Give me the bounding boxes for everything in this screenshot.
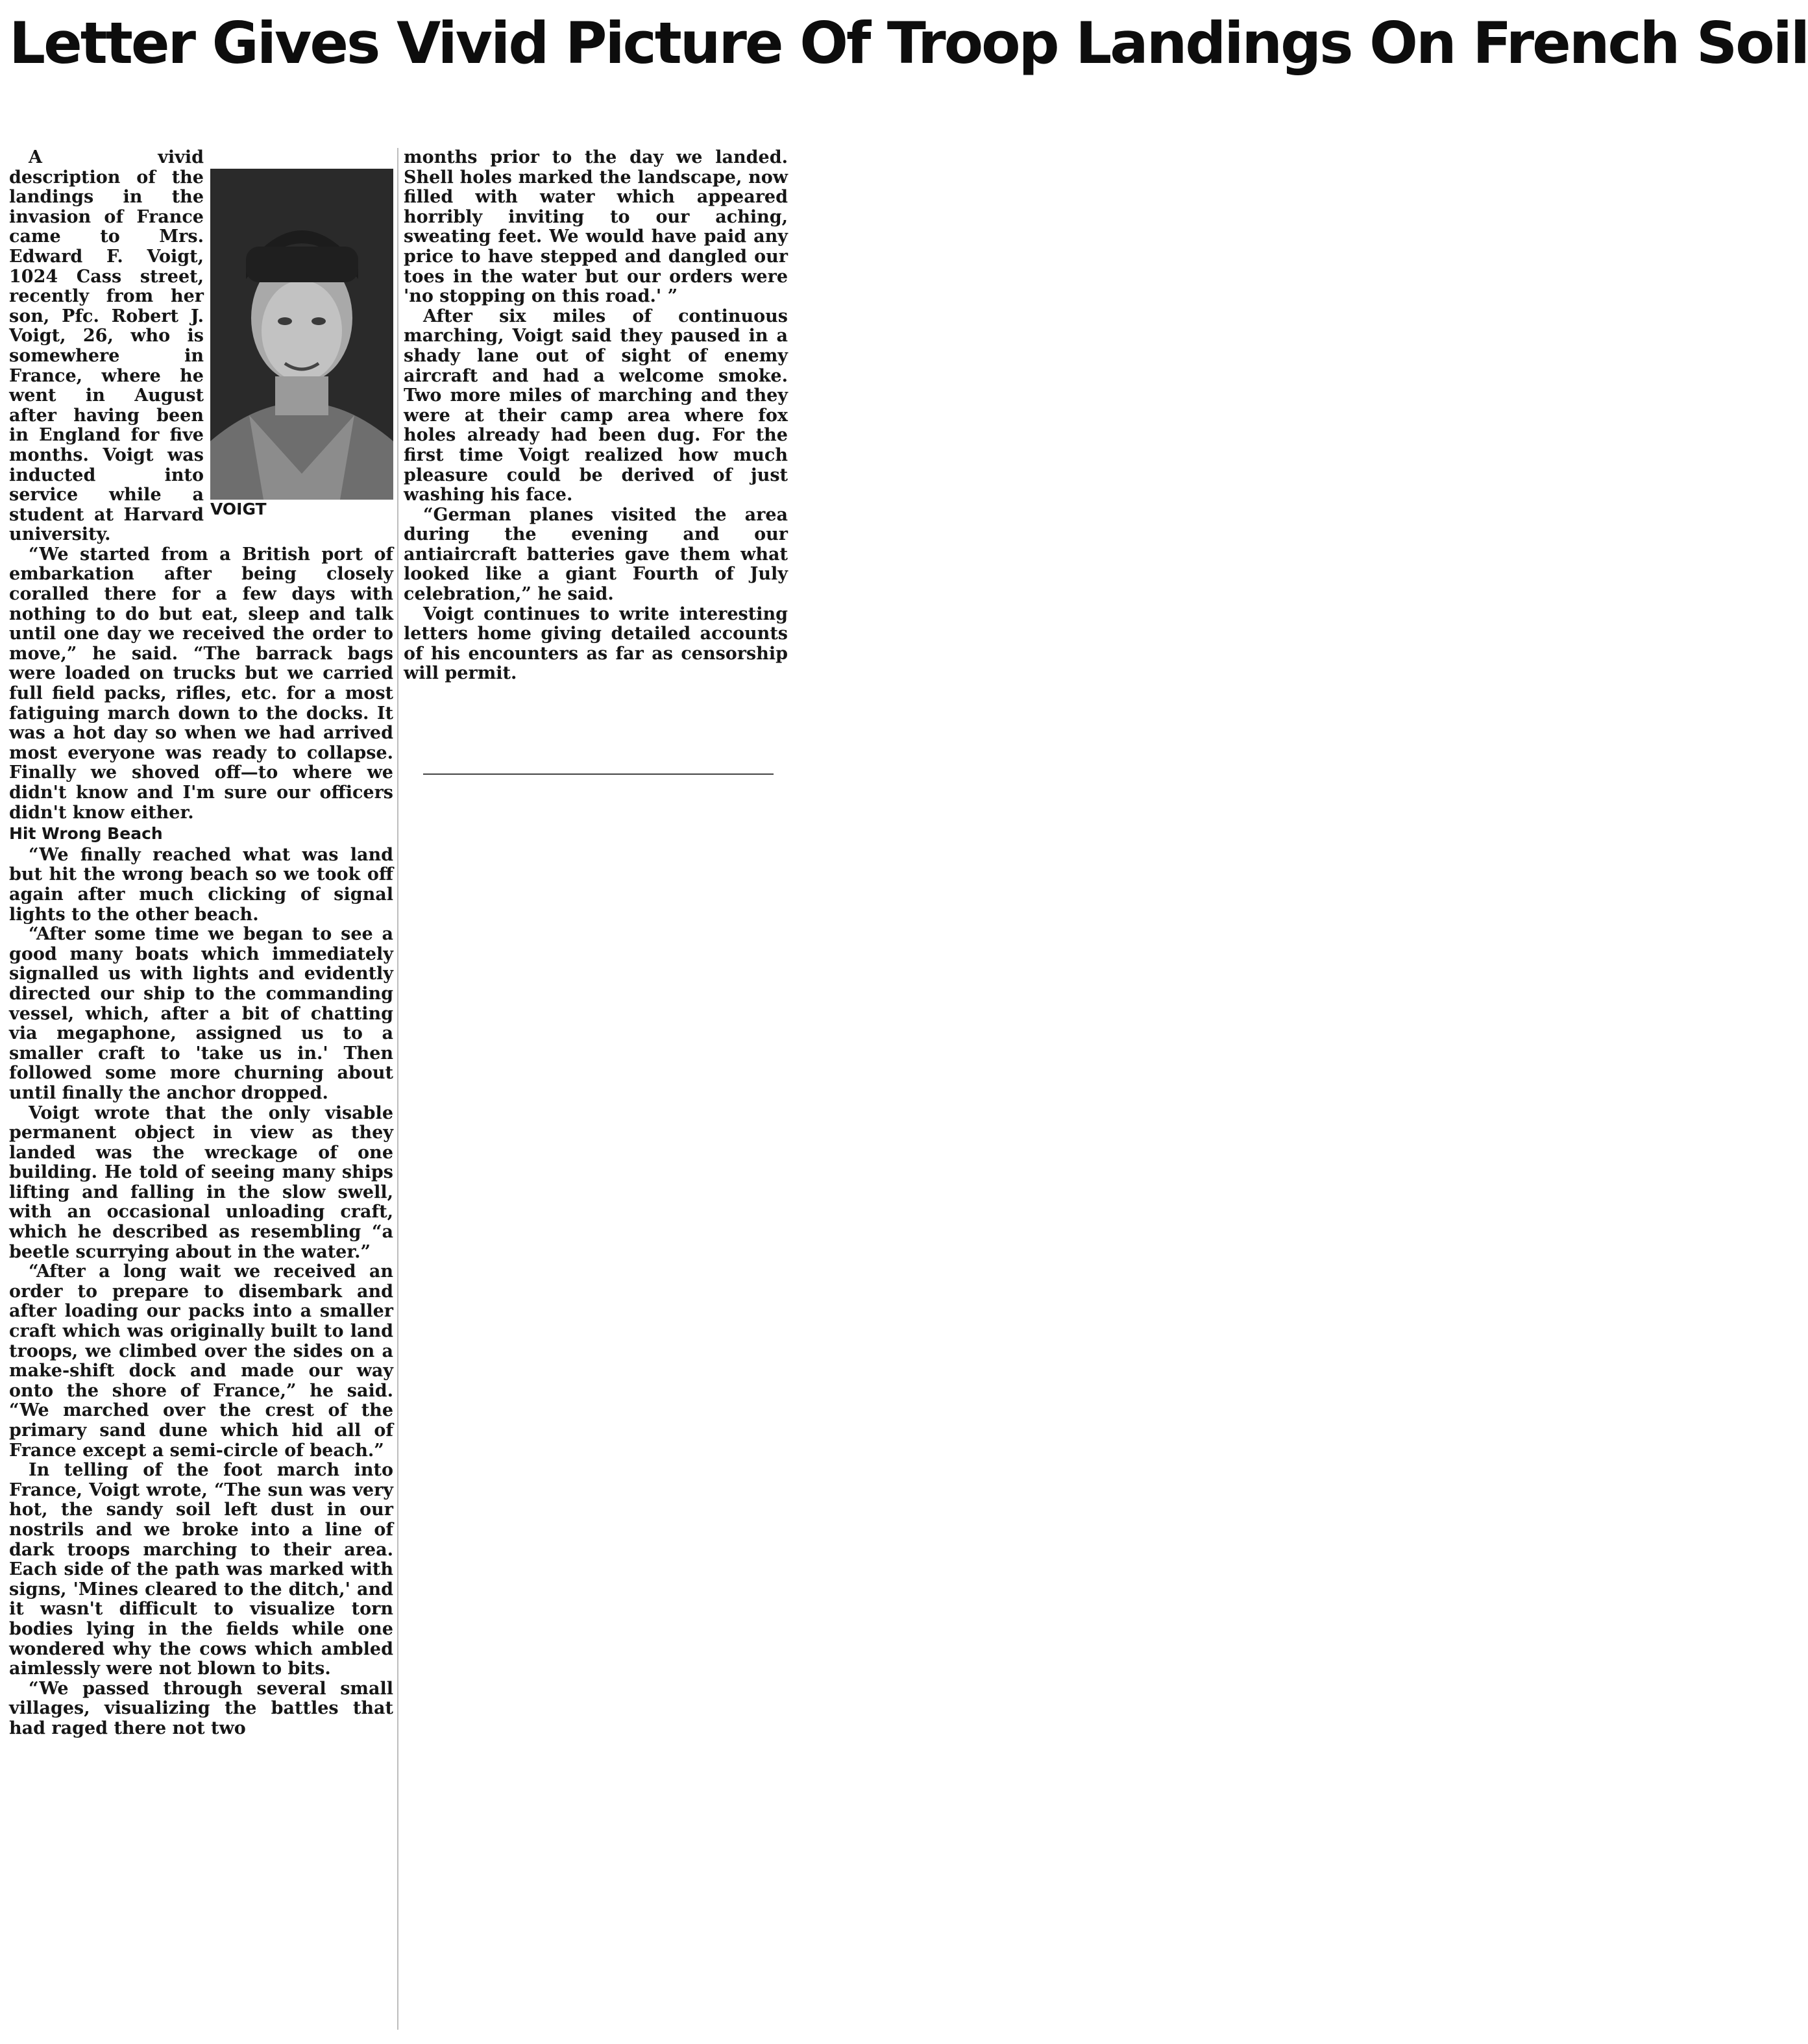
subheading: Hit Wrong Beach [9, 824, 163, 844]
article-paragraph: In telling of the foot march into France, Voigt wrote, “The sun was very hot, the sandy soil left dust in our nostrils and we broke into a line of dark troops marching to their area. Each side of the path was marked with signs, 'Mines cleared to the ditch,' and it wasn't difficult to visualize torn bodies lying in the fields while one wondered why the cows which ambled aimlessly were not blown to bits. [9, 1460, 393, 1679]
article-paragraph: “After a long wait we received an order to prepare to disembark and after loading our packs into a smaller craft which was originally built to land troops, we climbed over the sides on a make-shift dock and made our way onto the shore of France,” he said. “We marched over the crest of the primary sand dune which hid all of France except a semi-circle of beach.” [9, 1261, 393, 1461]
portrait-image [210, 169, 393, 500]
article-paragraph: “We started from a British port of embarkation after being closely coralled there for a few days with nothing to do but eat, sleep and talk until one day we received the order to move,” he said. “The barrack bags were loaded on trucks but we carried full field packs, rifles, etc. for a most fatiguing march down to the docks. It was a hot day so when we had arrived most everyone was ready to collapse. Finally we shoved off—to where we didn't know and I'm sure our officers didn't know either. [9, 544, 393, 823]
paragraph-text: A vivid description of the landings in the invasion of France came to Mrs. Edward F. Voigt, 1024 Cass street, recently from her son, Pfc. Robert J. Voigt, 26, who is somewhere in France, where he went in August after having been in England for five months. Voigt was inducted into service while a student at Harvard university. [9, 147, 204, 545]
end-rule [423, 773, 774, 775]
portrait-photo [210, 169, 393, 520]
article-paragraph: Voigt continues to write interesting letters home giving detailed accounts of his encounters as far as censorship will permit. [404, 603, 788, 684]
right-column [404, 148, 788, 784]
article-paragraph: After six miles of continuous marching, Voigt said they paused in a shady lane out of sight of enemy aircraft and had a welcome smoke. Two more miles of marching and they were at their camp area where fox holes already had been dug. For the first time Voigt realized how much pleasure could be derived of just washing his face. [404, 306, 788, 505]
article-paragraph: “German planes visited the area during the evening and our antiaircraft batteries gave them what looked like a giant Fourth of July celebration,” he said. [404, 504, 788, 605]
article-paragraph: months prior to the day we landed. Shell holes marked the landscape, now filled with water which appeared horribly inviting to our aching, sweating feet. We would have paid any price to have stepped and dangled our toes in the water but our orders were 'no stopping on this road.' ” [404, 147, 788, 307]
headline: Letter Gives Vivid Picture Of Troop Landings On French Soil [9, 10, 1808, 77]
article-paragraph: “After some time we began to see a good many boats which immediately signalled us with lights and evidently directed our ship to the commanding vessel, which, after a bit of chatting via megaphone, assigned us to a smaller craft to 'take us in.' Then followed some more churning about until finally the anchor dropped. [9, 924, 393, 1103]
article-paragraph: Voigt wrote that the only visable permanent object in view as they landed was the wreckage of one building. He told of seeing many ships lifting and falling in the slow swell, with an occasional unloading craft, which he described as resembling “a beetle scurrying about in the water.” [9, 1102, 393, 1262]
article-paragraph [9, 148, 393, 545]
left-column [9, 148, 393, 2039]
column-divider [397, 148, 398, 2030]
article-paragraph: “We passed through several small villages, visualizing the battles that had raged there not two [9, 1678, 393, 1738]
article-paragraph: “We finally reached what was land but hit the wrong beach so we took off again after much clicking of signal lights to the other beach. [9, 844, 393, 925]
photo-caption: VOIGT [210, 500, 267, 518]
